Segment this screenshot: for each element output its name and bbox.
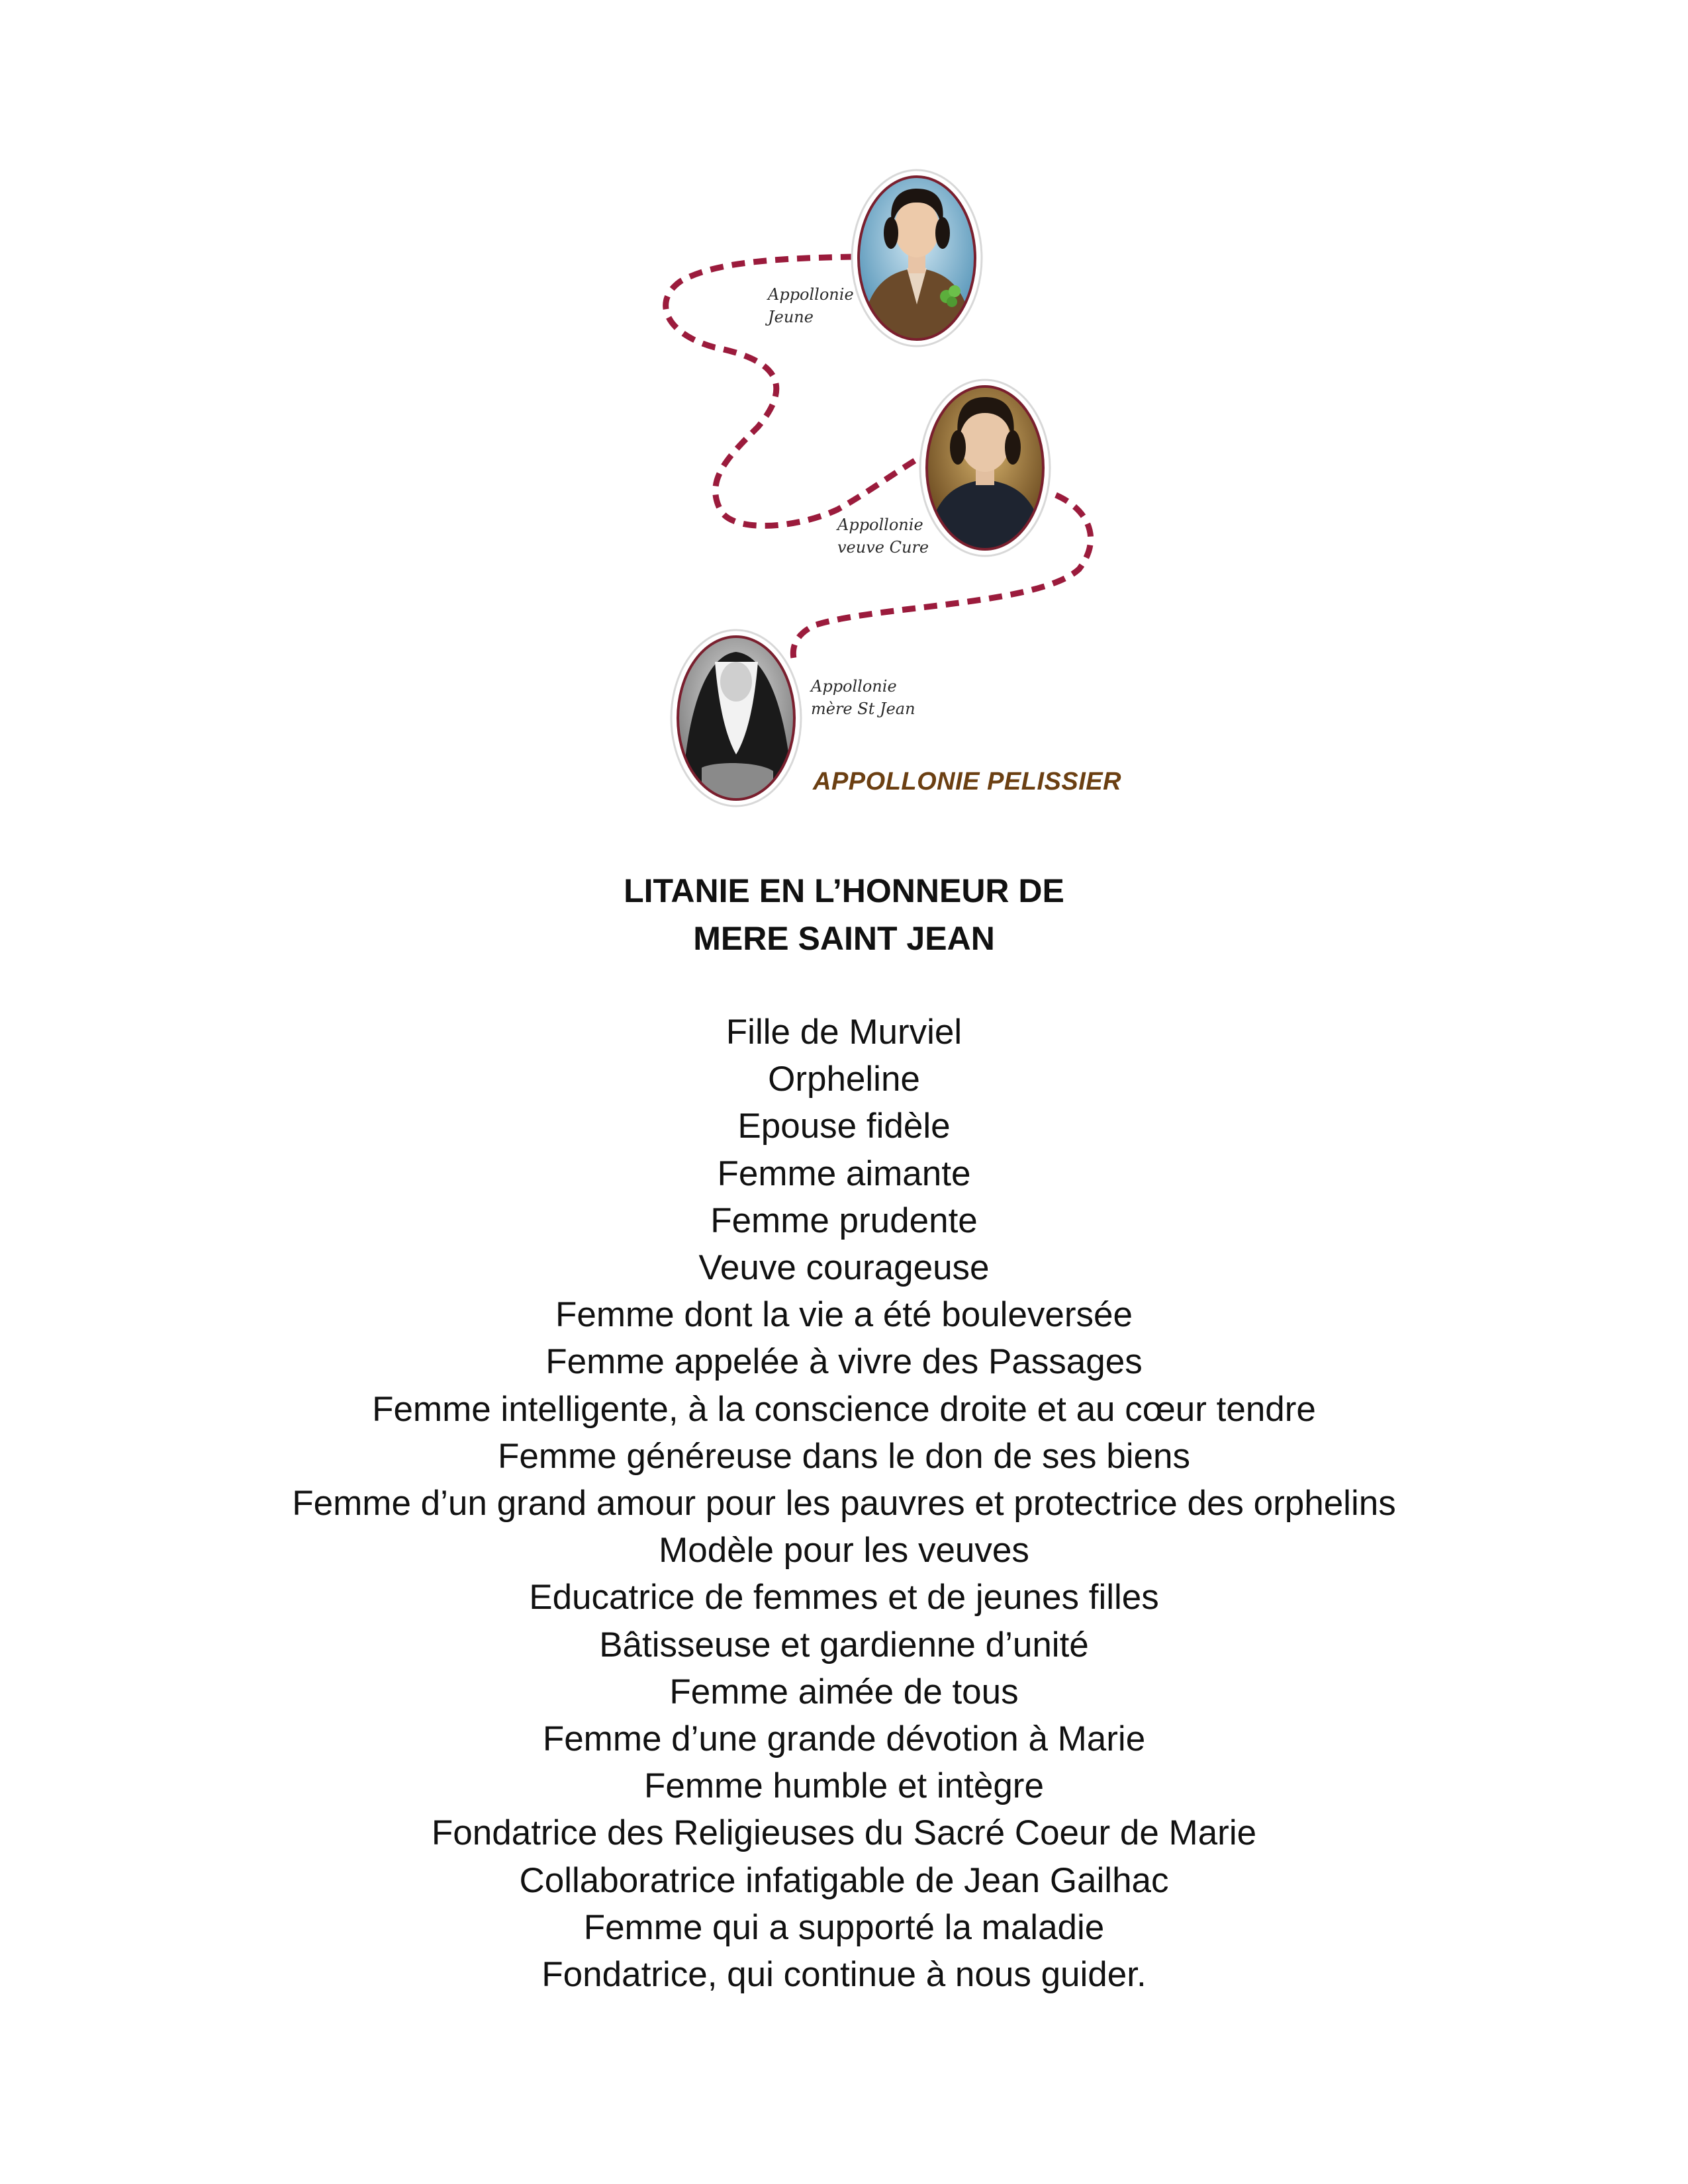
portrait-nun — [671, 630, 801, 806]
litany-line: Femme prudente — [710, 1201, 978, 1240]
litany-line: Fondatrice, qui continue à nous guider. — [541, 1955, 1147, 1995]
litany-line: Femme dont la vie a été bouleversée — [555, 1295, 1133, 1335]
litany-line: Femme d’un grand amour pour les pauvres et protectrice des orphelins — [292, 1484, 1396, 1524]
caption-line: Appollonie — [768, 285, 854, 304]
litany-line: Collaboratrice infatigable de Jean Gailhac — [519, 1860, 1169, 1900]
portrait-young — [852, 170, 982, 346]
litany-line: Femme humble et intègre — [644, 1766, 1044, 1806]
litany-line: Fille de Murviel — [726, 1013, 962, 1052]
litany-line: Epouse fidèle — [737, 1107, 951, 1146]
litany-line: Femme aimante — [717, 1154, 971, 1193]
litany-line: Femme qui a supporté la maladie — [583, 1907, 1105, 1947]
portrait-caption-nun — [811, 675, 915, 720]
portrait-widow — [920, 380, 1050, 556]
litany-line: Veuve courageuse — [698, 1248, 990, 1288]
litany-line: Femme généreuse dans le don de ses biens — [498, 1436, 1190, 1476]
caption-line: Jeune — [768, 308, 814, 326]
portrait-caption-widow — [837, 514, 929, 559]
portrait-caption-young — [768, 283, 854, 328]
litany-line: Femme intelligente, à la conscience droite et au cœur tendre — [372, 1389, 1316, 1429]
litany-line: Femme appelée à vivre des Passages — [545, 1342, 1143, 1382]
litany-line: Orpheline — [768, 1060, 920, 1099]
title-line-1: LITANIE EN L’HONNEUR DE — [624, 872, 1064, 909]
caption-line: veuve Cure — [837, 538, 929, 557]
caption-line: mère St Jean — [811, 700, 915, 718]
litany-line: Femme d’une grande dévotion à Marie — [542, 1719, 1146, 1759]
litany-line: Modèle pour les veuves — [659, 1531, 1029, 1570]
litany-list — [0, 1009, 1688, 1998]
litany-line: Femme aimée de tous — [669, 1672, 1019, 1711]
litany-line: Fondatrice des Religieuses du Sacré Coeur de Marie — [431, 1813, 1257, 1853]
brand-name: APPOLLONIE PELISSIER — [813, 768, 1122, 796]
litany-line: Bâtisseuse et gardienne d’unité — [599, 1625, 1089, 1664]
litany-line: Educatrice de femmes et de jeunes filles — [529, 1578, 1159, 1617]
title-line-2: MERE SAINT JEAN — [693, 920, 995, 957]
caption-line: Appollonie — [811, 677, 897, 696]
page-title — [0, 867, 1688, 962]
caption-line: Appollonie — [837, 516, 923, 534]
